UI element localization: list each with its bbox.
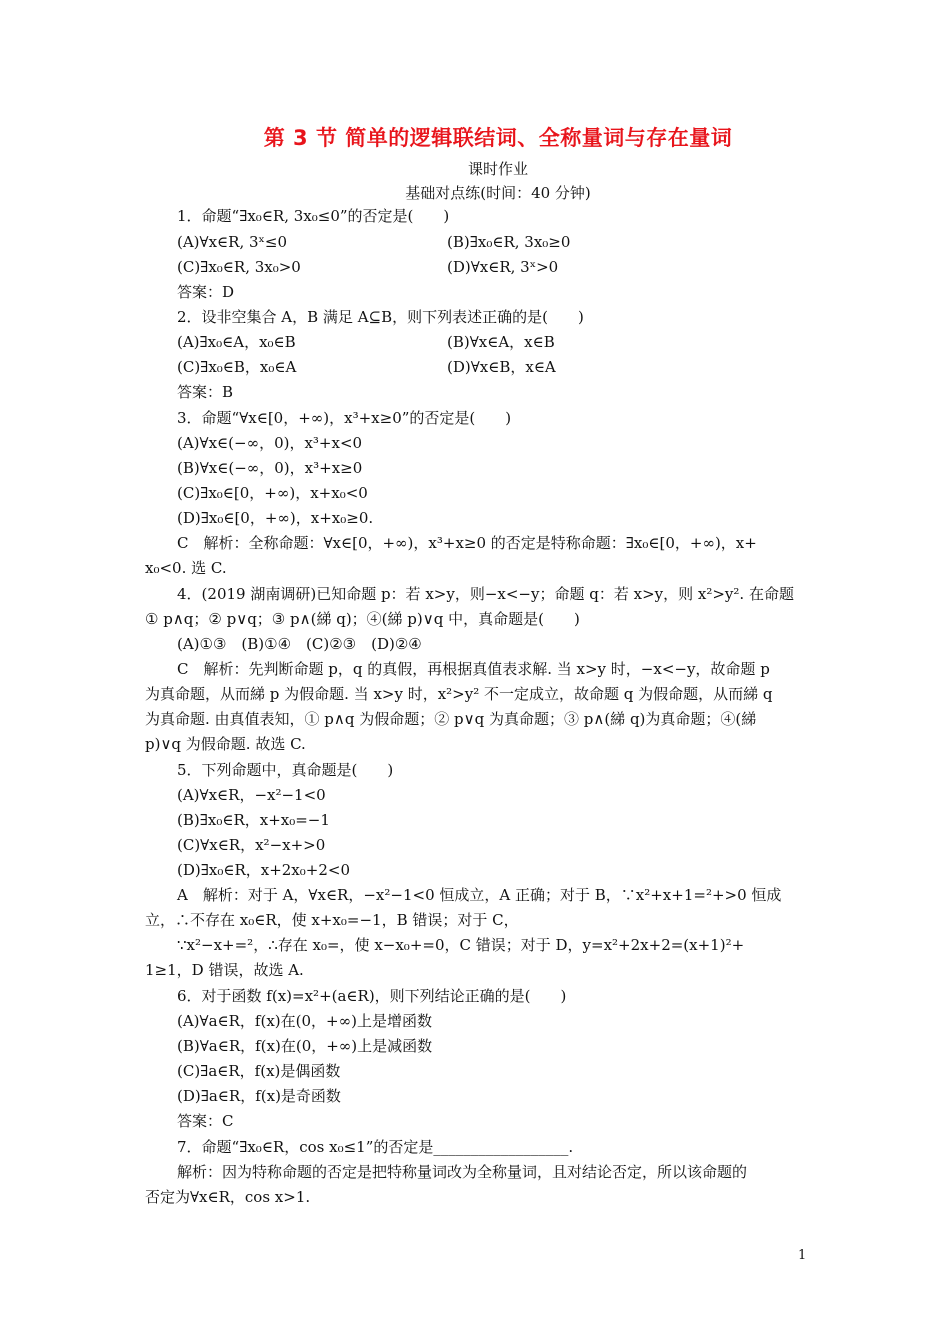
q6-answer: 答案：C bbox=[177, 1112, 234, 1130]
q1-stem: 1．命题“∃x₀∈R, 3x₀≤0”的否定是( ) bbox=[177, 207, 450, 225]
q5-option-d: (D)∃x₀∈R，x+2x₀+2<0 bbox=[177, 861, 351, 879]
section-title: 第 3 节 简单的逻辑联结词、全称量词与存在量词 bbox=[263, 126, 733, 150]
q5-option-a: (A)∀x∈R，−x²−1<0 bbox=[177, 786, 326, 804]
q1-option-a: (A)∀x∈R, 3ˣ≤0 bbox=[177, 233, 287, 251]
q3-solution: C 解析：全称命题：∀x∈[0，+∞)，x³+x≥0 的否定是特称命题：∃x₀∈[0，+∞)，x+ bbox=[177, 534, 757, 552]
q4-stem-cont: ① p∧q；② p∨q；③ p∧(綈 q)；④(綈 p)∨q 中，真命题是( ) bbox=[145, 610, 580, 628]
q5-option-c: (C)∀x∈R，x²−x+>0 bbox=[177, 836, 326, 854]
q6-option-a: (A)∀a∈R，f(x)在(0，+∞)上是增函数 bbox=[177, 1012, 432, 1030]
q7-solution: 解析：因为特称命题的否定是把特称量词改为全称量词，且对结论否定，所以该命题的 bbox=[177, 1163, 748, 1181]
q4-stem: 4．(2019 湖南调研)已知命题 p：若 x>y，则−x<−y；命题 q：若 x>y，则 x²>y². 在命题 bbox=[177, 585, 794, 603]
subtitle-practice: 基础对点练(时间：40 分钟) bbox=[405, 184, 591, 202]
q1-option-c: (C)∃x₀∈R, 3x₀>0 bbox=[177, 258, 301, 276]
q2-stem: 2．设非空集合 A，B 满足 A⊆B，则下列表述正确的是( ) bbox=[177, 308, 584, 326]
q5-option-b: (B)∃x₀∈R，x+x₀=−1 bbox=[177, 811, 330, 829]
q4-solution: C 解析：先判断命题 p，q 的真假，再根据真值表求解. 当 x>y 时，−x<−y，故命题 p bbox=[177, 660, 770, 678]
q5-solution-cont-2: ∵x²−x+=²，∴存在 x₀=，使 x−x₀+=0，C 错误；对于 D，y=x²+2x+2=(x+1)²+ bbox=[177, 936, 745, 954]
q2-option-c: (C)∃x₀∈B，x₀∈A bbox=[177, 358, 297, 376]
q2-option-d: (D)∀x∈B，x∈A bbox=[447, 358, 556, 376]
q3-option-c: (C)∃x₀∈[0，+∞)，x+x₀<0 bbox=[177, 484, 368, 502]
q7-solution-cont: 否定为∀x∈R，cos x>1. bbox=[145, 1188, 311, 1206]
q3-option-d: (D)∃x₀∈[0，+∞)，x+x₀≥0. bbox=[177, 509, 374, 527]
q2-option-a: (A)∃x₀∈A，x₀∈B bbox=[177, 333, 296, 351]
q4-solution-cont-1: 为真命题，从而綈 p 为假命题. 当 x>y 时，x²>y² 不一定成立，故命题 q 为假命题，从而綈 q bbox=[145, 685, 773, 703]
q6-option-c: (C)∃a∈R，f(x)是偶函数 bbox=[177, 1062, 341, 1080]
q3-solution-cont: x₀<0. 选 C. bbox=[145, 559, 227, 577]
q6-option-d: (D)∃a∈R，f(x)是奇函数 bbox=[177, 1087, 341, 1105]
q2-option-b: (B)∀x∈A，x∈B bbox=[447, 333, 555, 351]
q3-option-b: (B)∀x∈(−∞，0)，x³+x≥0 bbox=[177, 459, 363, 477]
q5-stem: 5．下列命题中，真命题是( ) bbox=[177, 761, 394, 779]
q4-solution-cont-3: p)∨q 为假命题. 故选 C. bbox=[145, 735, 306, 753]
q3-option-a: (A)∀x∈(−∞，0)，x³+x<0 bbox=[177, 434, 363, 452]
q1-answer: 答案：D bbox=[177, 283, 235, 301]
q1-option-d: (D)∀x∈R, 3ˣ>0 bbox=[447, 258, 559, 276]
page-number: 1 bbox=[798, 1248, 807, 1263]
q4-options: (A)①③ (B)①④ (C)②③ (D)②④ bbox=[177, 635, 422, 653]
q6-stem: 6．对于函数 f(x)=x²+(a∈R)，则下列结论正确的是( ) bbox=[177, 987, 567, 1005]
q4-solution-cont-2: 为真命题. 由真值表知，① p∧q 为假命题；② p∨q 为真命题；③ p∧(綈 q)为真命题；④(綈 bbox=[145, 710, 757, 728]
q6-option-b: (B)∀a∈R，f(x)在(0，+∞)上是减函数 bbox=[177, 1037, 433, 1055]
q5-solution-cont-1: 立，∴不存在 x₀∈R，使 x+x₀=−1，B 错误；对于 C， bbox=[145, 911, 519, 929]
q1-option-b: (B)∃x₀∈R, 3x₀≥0 bbox=[447, 233, 571, 251]
q5-solution-cont-3: 1≥1，D 错误，故选 A. bbox=[145, 961, 304, 979]
q3-stem: 3．命题“∀x∈[0，+∞)，x³+x≥0”的否定是( ) bbox=[177, 409, 512, 427]
subtitle-homework: 课时作业 bbox=[467, 160, 528, 178]
q5-solution: A 解析：对于 A，∀x∈R，−x²−1<0 恒成立，A 正确；对于 B，∵x²+x+1=²+>0 恒成 bbox=[177, 886, 782, 904]
q2-answer: 答案：B bbox=[177, 383, 234, 401]
q7-stem: 7．命题“∃x₀∈R，cos x₀≤1”的否定是__________________. bbox=[177, 1138, 574, 1156]
